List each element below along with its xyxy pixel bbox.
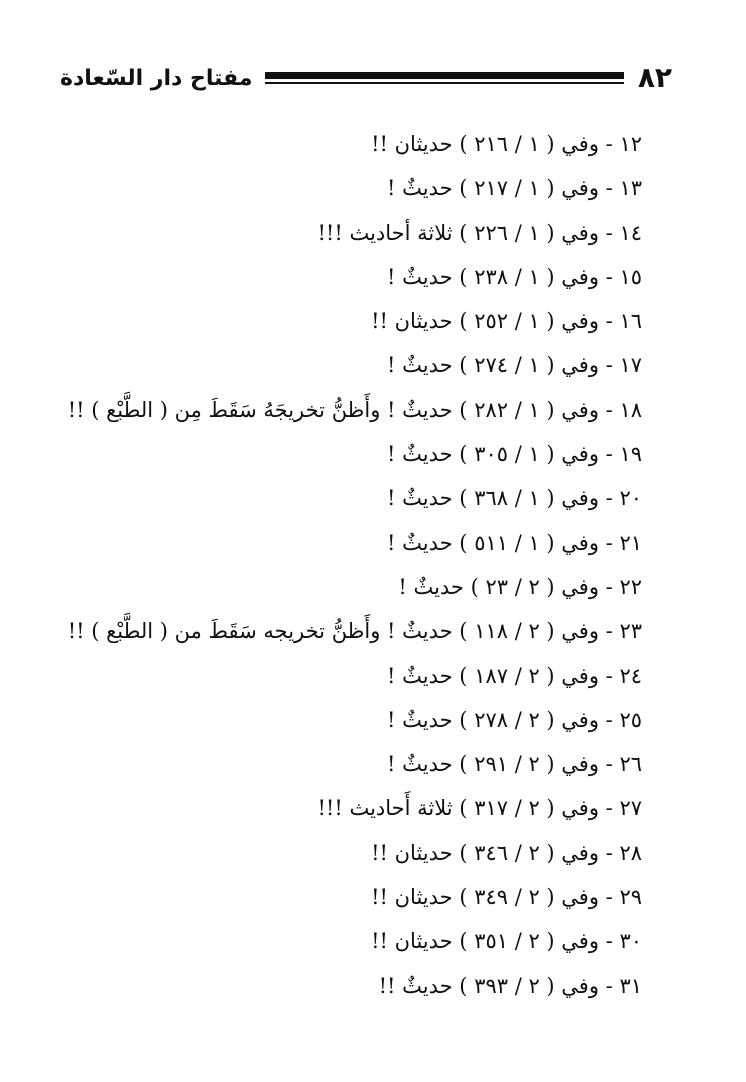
entry-text: ١٤ - وفي ( ١ / ٢٢٦ ) ثلاثة أحاديث !!! xyxy=(317,220,642,245)
list-item xyxy=(82,122,642,166)
list-item xyxy=(67,388,642,432)
entry-text: ٣٠ - وفي ( ٢ / ٣٥١ ) حديثان !! xyxy=(371,929,642,954)
list-item xyxy=(82,919,642,963)
header-rule xyxy=(265,72,624,84)
list-item xyxy=(82,299,642,343)
list-item xyxy=(82,742,642,786)
list-item xyxy=(82,211,642,255)
page-header xyxy=(60,58,672,98)
list-item xyxy=(82,875,642,919)
entry-text: ٢٧ - وفي ( ٢ / ٣١٧ ) ثلاثة أَحاديث !!! xyxy=(317,796,642,821)
entry-text: ١٨ - وفي ( ١ / ٢٨٢ ) حديثٌ ! وأَظنُّ تخريجَهُ سَقَطَ مِن ( الطَّبْع ) !! xyxy=(67,397,642,422)
list-item xyxy=(82,521,642,565)
entry-text: ٢٢ - وفي ( ٢ / ٢٣ ) حديثٌ ! xyxy=(398,574,642,599)
entry-text: ٢٤ - وفي ( ٢ / ١٨٧ ) حديثٌ ! xyxy=(387,663,642,688)
book-title: مفتاح دار السّعادة xyxy=(60,65,253,91)
list-item xyxy=(82,166,642,210)
entry-text: ٢٨ - وفي ( ٢ / ٣٤٦ ) حديثان !! xyxy=(371,840,642,865)
entry-text: ١٢ - وفي ( ١ / ٢١٦ ) حديثان !! xyxy=(371,132,642,156)
entry-text: ٣١ - وفي ( ٢ / ٣٩٣ ) حديثٌ !! xyxy=(378,973,642,998)
list-item xyxy=(82,698,642,742)
list-item xyxy=(82,565,642,609)
entry-text: ١٣ - وفي ( ١ / ٢١٧ ) حديثٌ ! xyxy=(387,176,642,201)
page-number: ٨٢ xyxy=(637,61,672,94)
list-item xyxy=(82,476,642,520)
entry-text: ١٩ - وفي ( ١ / ٣٠٥ ) حديثٌ ! xyxy=(387,442,642,467)
list-item xyxy=(82,831,642,875)
list-item xyxy=(82,654,642,698)
list-item xyxy=(82,343,642,387)
entries-list xyxy=(67,122,642,1008)
list-item xyxy=(82,255,642,299)
header-rule-thick xyxy=(265,72,624,79)
entry-text: ٢١ - وفي ( ١ / ٥١١ ) حديثٌ ! xyxy=(387,530,642,555)
header-rule-thin xyxy=(265,82,624,84)
entry-text: ١٧ - وفي ( ١ / ٢٧٤ ) حديثٌ ! xyxy=(387,353,642,378)
entry-text: ١٥ - وفي ( ١ / ٢٣٨ ) حديثٌ ! xyxy=(387,264,642,289)
entry-text: ٢٥ - وفي ( ٢ / ٢٧٨ ) حديثٌ ! xyxy=(387,707,642,732)
entry-text: ٢٠ - وفي ( ١ / ٣٦٨ ) حديثٌ ! xyxy=(387,486,642,511)
list-item xyxy=(82,964,642,1008)
list-item xyxy=(82,786,642,830)
entry-text: ٢٦ - وفي ( ٢ / ٢٩١ ) حديثٌ ! xyxy=(387,752,642,777)
list-item xyxy=(82,432,642,476)
entry-text: ٢٣ - وفي ( ٢ / ١١٨ ) حديثٌ ! وأَظنُّ تخريجه سَقَطَ من ( الطَّبْع ) !! xyxy=(67,619,642,644)
entry-text: ١٦ - وفي ( ١ / ٢٥٢ ) حديثان !! xyxy=(371,309,642,334)
list-item xyxy=(67,609,642,653)
entry-text: ٢٩ - وفي ( ٢ / ٣٤٩ ) حديثان !! xyxy=(371,885,642,910)
